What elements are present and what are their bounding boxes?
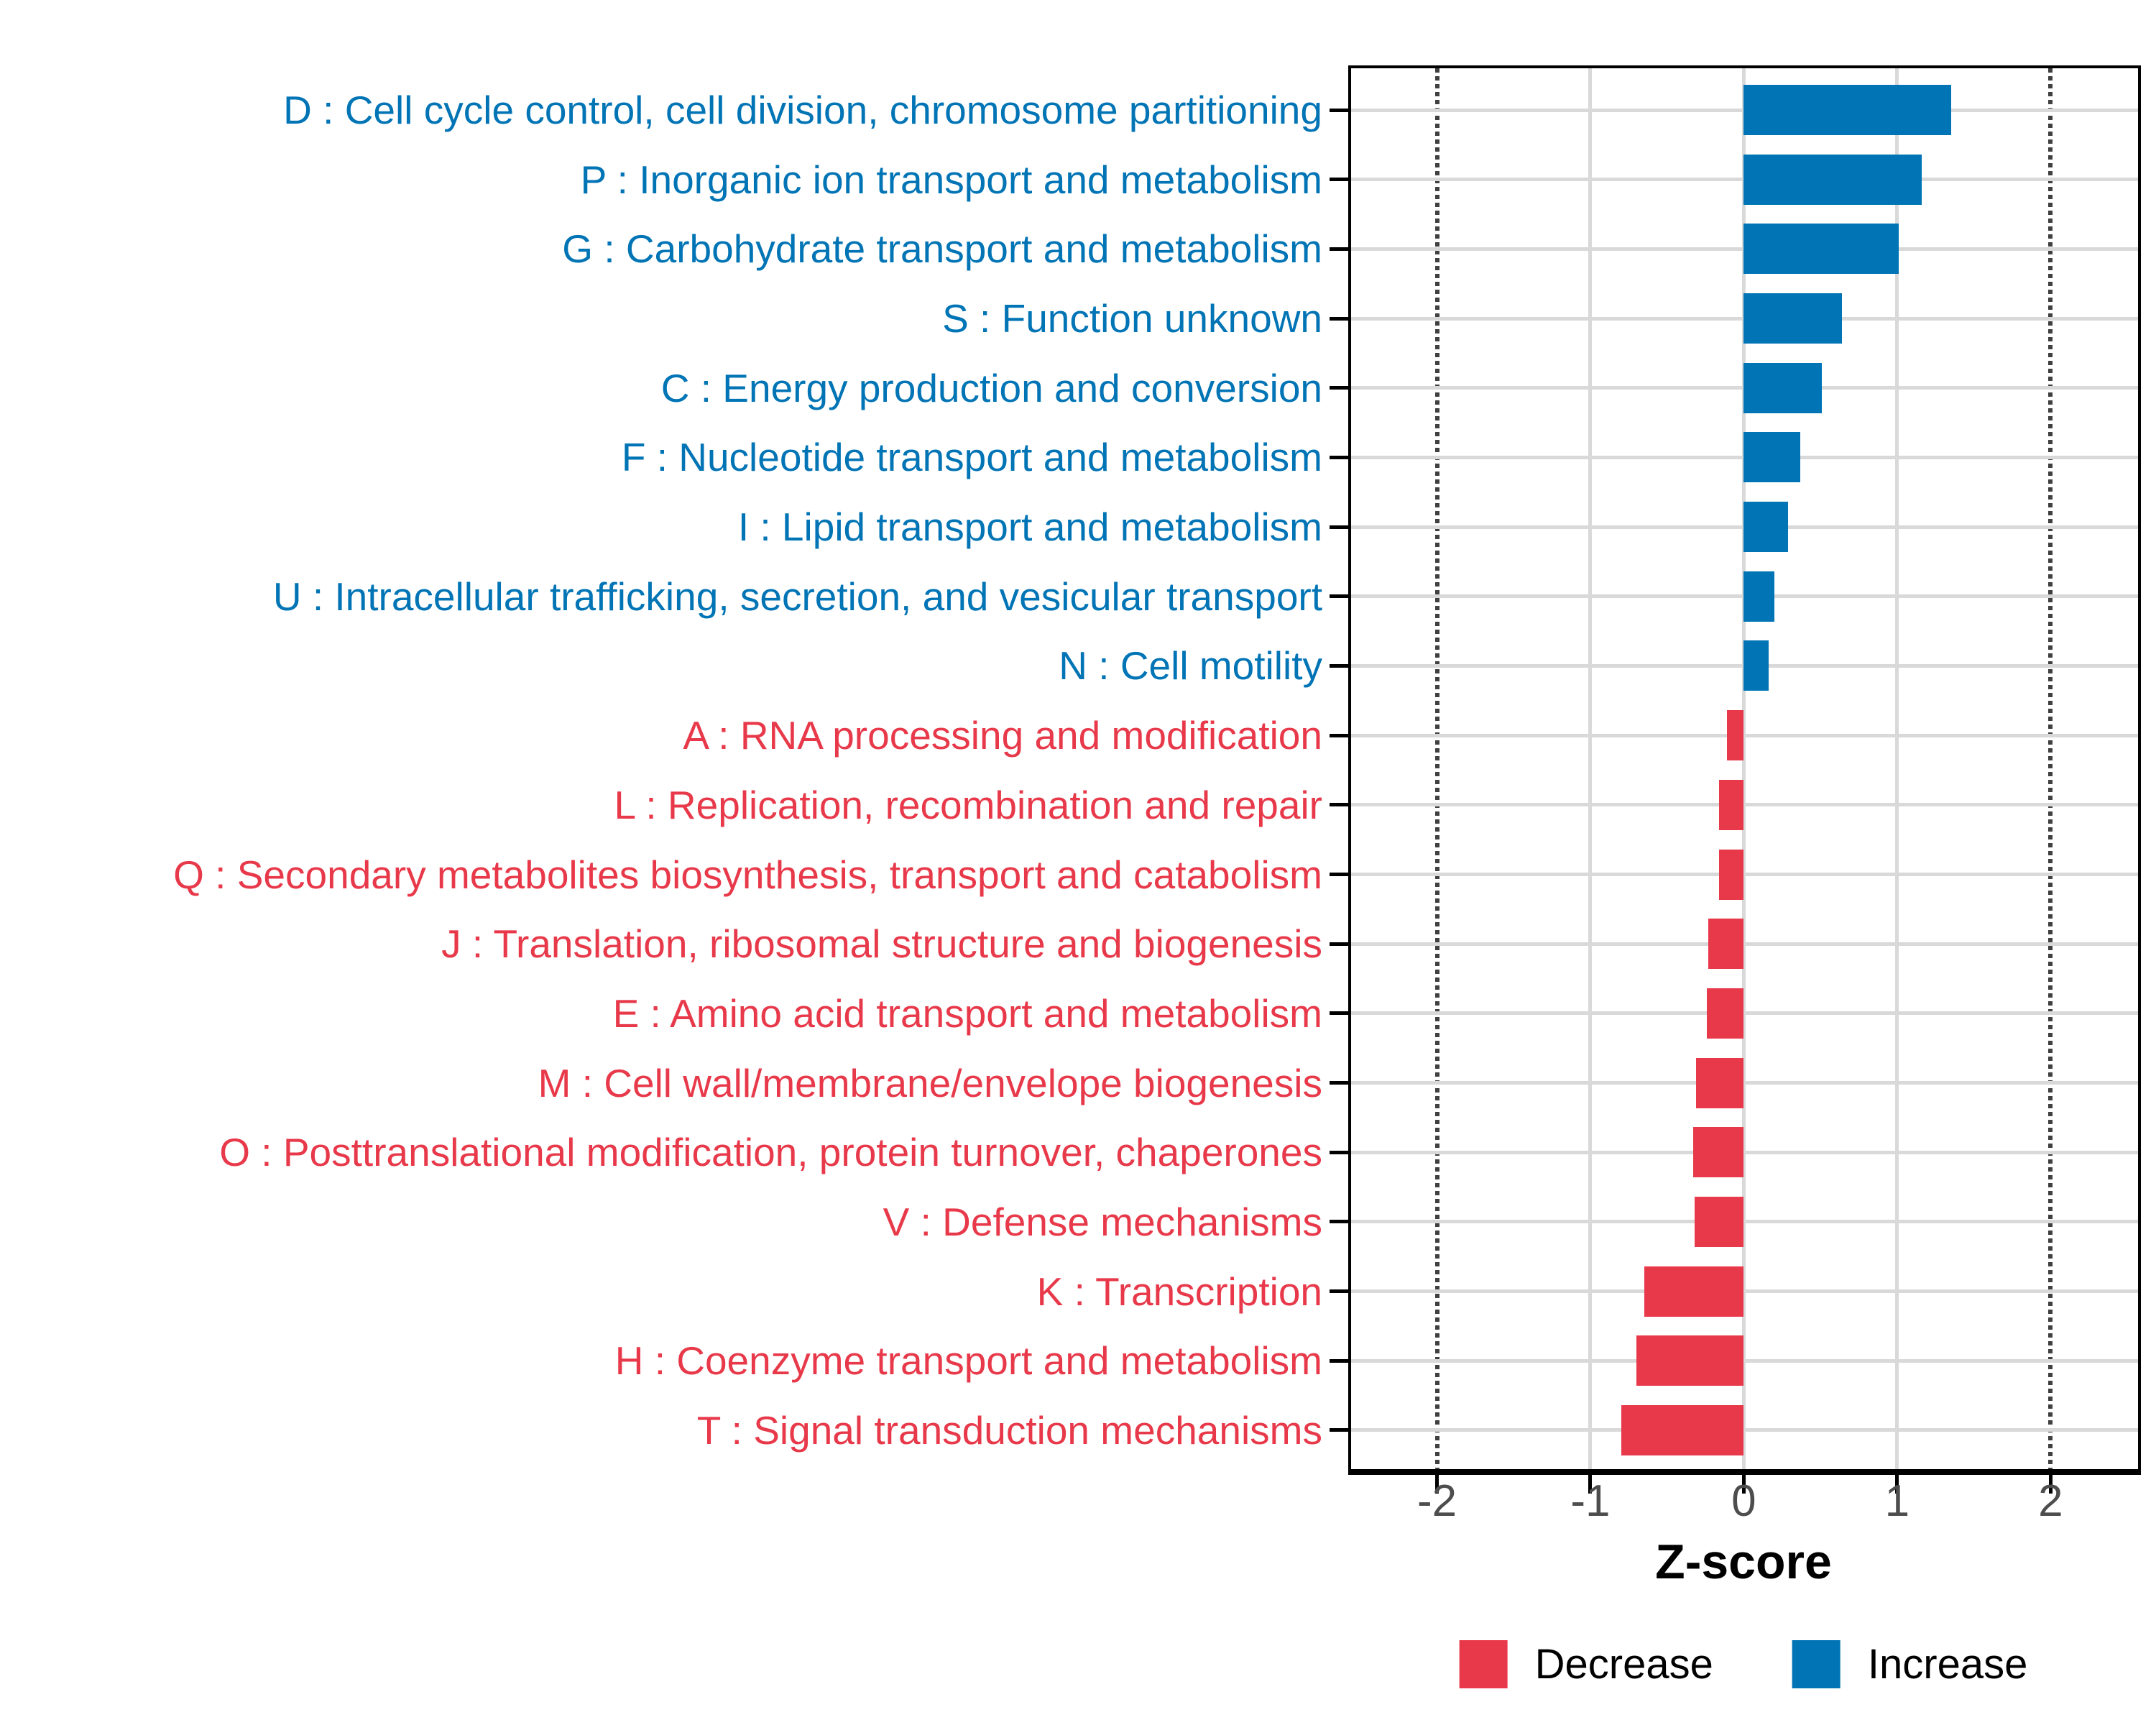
legend-item-increase <box>1792 1640 2027 1688</box>
category-label-S: S : Function unknown <box>942 296 1322 341</box>
bar-A <box>1727 710 1743 760</box>
y-gridline <box>1351 1359 2138 1363</box>
bar-E <box>1707 988 1743 1039</box>
bar-T <box>1621 1405 1744 1455</box>
x-tick-label-0: 0 <box>1731 1476 1756 1526</box>
bar-D <box>1743 85 1950 135</box>
category-label-N: N : Cell motility <box>1059 643 1322 689</box>
bar-N <box>1743 640 1768 691</box>
category-label-M: M : Cell wall/membrane/envelope biogenesis <box>538 1060 1322 1105</box>
reference-line--2 <box>1435 68 1439 1472</box>
y-tick-E <box>1330 1011 1348 1015</box>
x-gridline-0 <box>1742 68 1746 1472</box>
bar-O <box>1693 1127 1743 1177</box>
legend-swatch-decrease <box>1460 1640 1508 1688</box>
category-label-I: I : Lipid transport and metabolism <box>737 505 1322 550</box>
x-tick-label-2: 2 <box>2038 1476 2063 1526</box>
y-tick-G <box>1330 247 1348 251</box>
y-tick-I <box>1330 525 1348 529</box>
x-axis-title: Z-score <box>1655 1535 1832 1589</box>
category-label-E: E : Amino acid transport and metabolism <box>612 990 1322 1036</box>
category-label-L: L : Replication, recombination and repair <box>614 782 1322 827</box>
x-axis-line <box>1348 1469 2141 1475</box>
legend-label-increase: Increase <box>1867 1641 2028 1688</box>
bar-L <box>1719 780 1743 830</box>
reference-line-2 <box>2048 68 2053 1472</box>
category-label-A: A : RNA processing and modification <box>683 713 1322 758</box>
y-tick-F <box>1330 456 1348 459</box>
plot-panel <box>1351 68 2138 1472</box>
bar-M <box>1696 1058 1743 1108</box>
y-tick-P <box>1330 178 1348 181</box>
y-tick-M <box>1330 1081 1348 1085</box>
legend <box>1460 1640 2028 1688</box>
y-gridline <box>1351 1011 2138 1015</box>
x-gridline--1 <box>1588 68 1592 1472</box>
bar-U <box>1743 571 1774 622</box>
y-gridline <box>1351 942 2138 946</box>
y-tick-A <box>1330 734 1348 737</box>
y-tick-D <box>1330 109 1348 112</box>
y-tick-J <box>1330 942 1348 946</box>
category-label-U: U : Intracellular trafficking, secretion, and vesicular transport <box>272 574 1322 619</box>
category-label-O: O : Posttranslational modification, protein turnover, chaperones <box>219 1130 1322 1175</box>
x-tick-label-1: 1 <box>1884 1476 1910 1526</box>
bar-J <box>1708 919 1743 969</box>
bar-I <box>1743 502 1788 552</box>
y-gridline <box>1351 1081 2138 1085</box>
x-tick-label--2: -2 <box>1416 1476 1457 1526</box>
category-label-D: D : Cell cycle control, cell division, chromosome partitioning <box>283 88 1322 132</box>
x-tick-label--1: -1 <box>1570 1476 1611 1526</box>
y-tick-Q <box>1330 873 1348 876</box>
y-tick-K <box>1330 1289 1348 1293</box>
y-tick-T <box>1330 1428 1348 1432</box>
category-label-Q: Q : Secondary metabolites biosynthesis, transport and catabolism <box>173 852 1322 897</box>
x-gridline-1 <box>1895 68 1899 1472</box>
legend-swatch-increase <box>1792 1640 1841 1688</box>
y-tick-O <box>1330 1151 1348 1154</box>
category-label-G: G : Carbohydrate transport and metabolism <box>562 226 1322 272</box>
category-label-F: F : Nucleotide transport and metabolism <box>621 435 1322 480</box>
bar-Q <box>1719 850 1743 900</box>
category-label-C: C : Energy production and conversion <box>660 365 1322 410</box>
bar-H <box>1636 1335 1743 1386</box>
y-tick-H <box>1330 1359 1348 1363</box>
legend-item-decrease <box>1460 1640 1713 1688</box>
category-label-K: K : Transcription <box>1036 1269 1322 1314</box>
bar-V <box>1695 1197 1743 1247</box>
y-gridline <box>1351 1289 2138 1293</box>
y-gridline <box>1351 1428 2138 1432</box>
y-gridline <box>1351 1151 2138 1154</box>
bar-P <box>1743 155 1922 205</box>
bar-S <box>1743 293 1842 344</box>
y-gridline <box>1351 873 2138 876</box>
bar-F <box>1743 432 1800 482</box>
y-tick-U <box>1330 594 1348 598</box>
y-gridline <box>1351 803 2138 806</box>
category-label-P: P : Inorganic ion transport and metabolism <box>580 157 1322 202</box>
y-tick-S <box>1330 317 1348 321</box>
bar-K <box>1644 1266 1744 1317</box>
category-label-V: V : Defense mechanisms <box>883 1199 1322 1244</box>
category-label-H: H : Coenzyme transport and metabolism <box>614 1338 1322 1384</box>
y-gridline <box>1351 734 2138 737</box>
y-tick-C <box>1330 386 1348 390</box>
y-tick-L <box>1330 803 1348 806</box>
category-label-J: J : Translation, ribosomal structure and biogenesis <box>441 921 1322 967</box>
legend-label-decrease: Decrease <box>1534 1641 1713 1688</box>
y-tick-N <box>1330 664 1348 668</box>
y-tick-V <box>1330 1220 1348 1223</box>
bar-G <box>1743 224 1899 274</box>
category-label-T: T : Signal transduction mechanisms <box>696 1407 1322 1453</box>
bar-C <box>1743 363 1822 413</box>
y-gridline <box>1351 1220 2138 1223</box>
